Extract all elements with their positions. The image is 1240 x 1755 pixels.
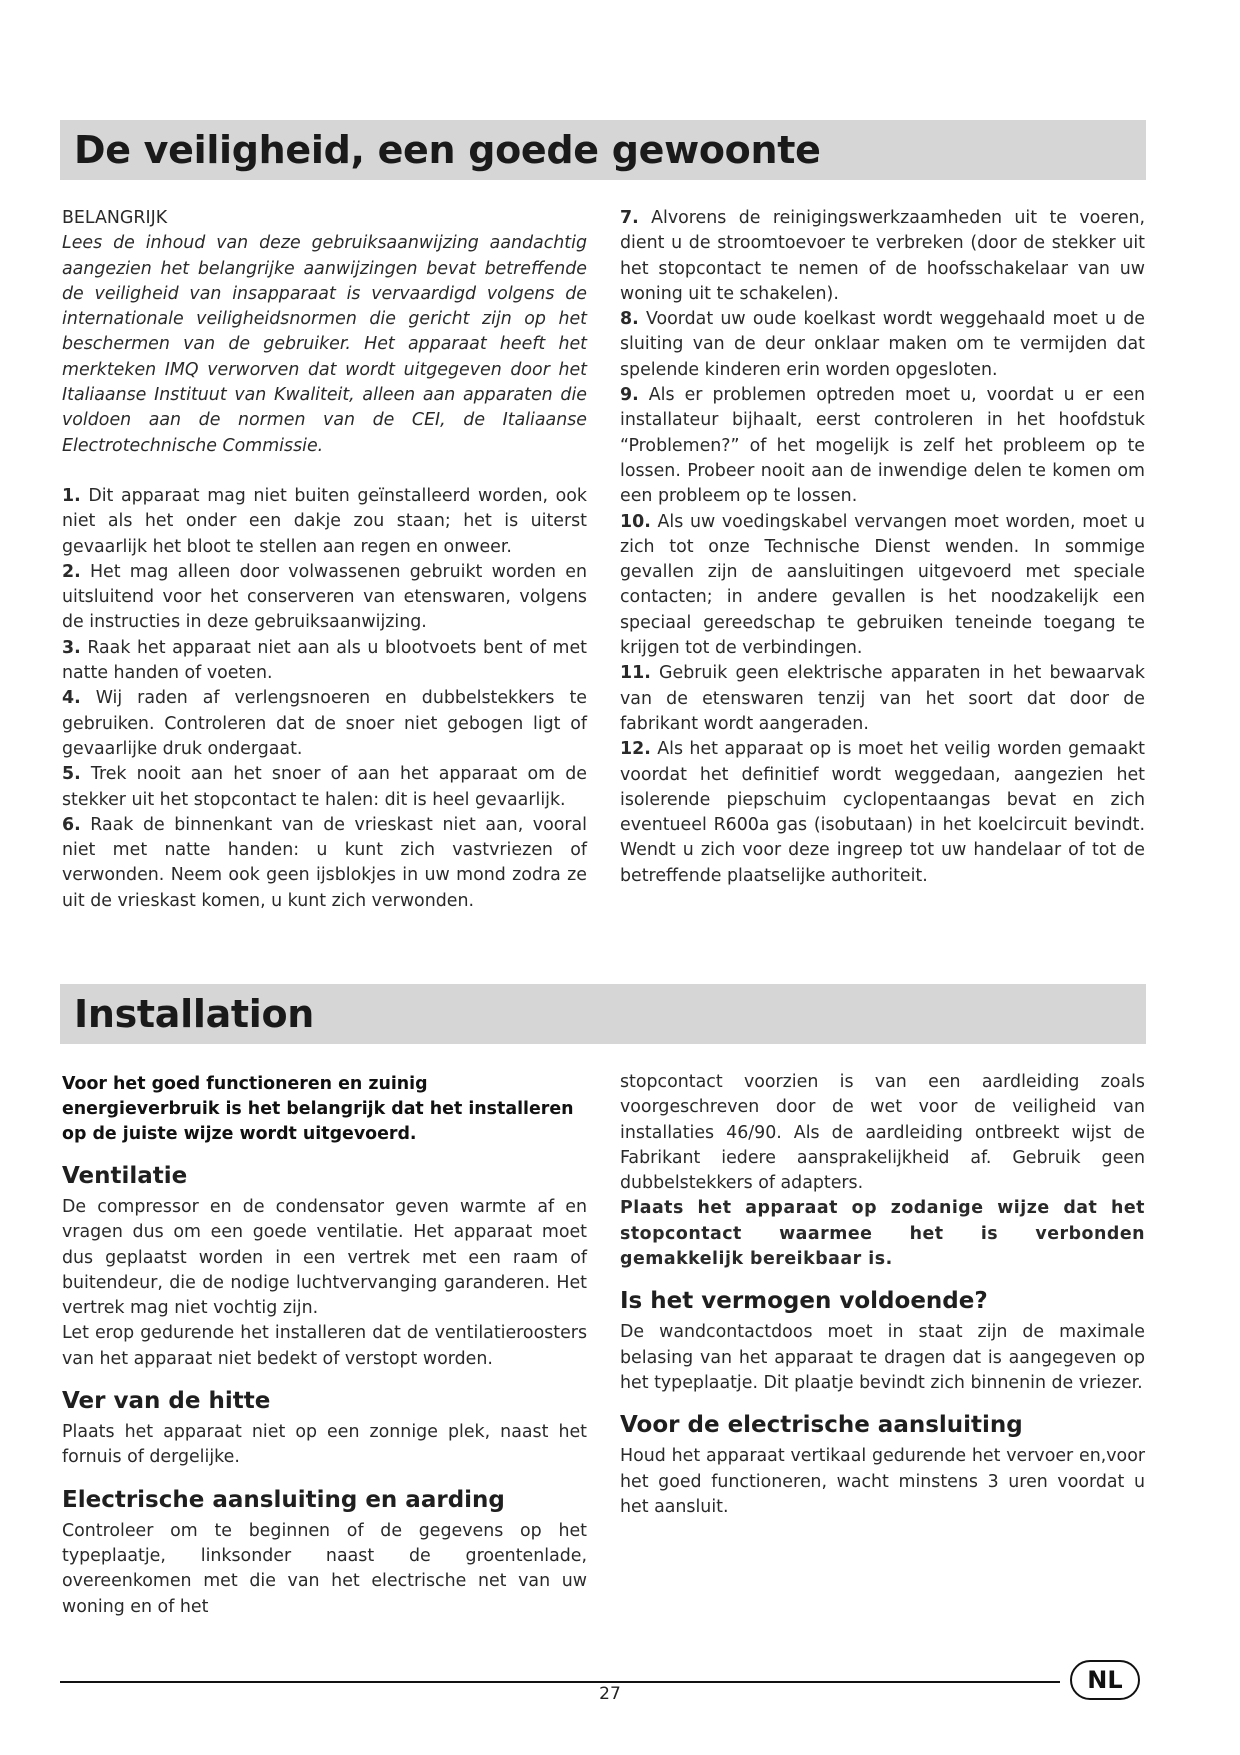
- heat-heading: Ver van de hitte: [62, 1388, 271, 1415]
- installation-right-column: [620, 1070, 1145, 1520]
- safety-right-column: [620, 206, 1145, 889]
- safety-left-column: [62, 206, 587, 914]
- section-banner-installation: [60, 984, 1146, 1044]
- safety-item: 9. Als er problemen optreden moet u, voordat u er een installateur bijhaalt, eerst controleren in het hoofdstuk “Problemen?” of het mogelijk is zelf het probleem op te lossen. Probeer nooit aan de inwendige delen te komen om een probleem op te lossen.: [620, 385, 1145, 507]
- safety-item: 2. Het mag alleen door volwassenen gebruikt worden en uitsluitend voor het conserveren van etenswaren, volgens de instructies in deze gebruiksaanwijzing.: [62, 561, 588, 633]
- important-label: BELANGRIJK: [62, 208, 168, 228]
- safety-item: 3. Raak het apparaat niet aan als u blootvoets bent of met natte handen of voeten.: [62, 637, 588, 684]
- power-text: De wandcontactdoos moet in staat zijn de maximale belasing van het apparaat te dragen dat is aangegeven op het typeplaatje. Dit plaatje bevindt zich binnenin de vriezer.: [620, 1322, 1145, 1393]
- ventilation-text-2: Let erop gedurende het installeren dat de ventilatieroosters van het apparaat niet bedekt of verstopt worden.: [62, 1323, 587, 1369]
- ventilation-text: De compressor en de condensator geven warmte af en vragen dus om een goede ventilatie. Het apparaat moet dus geplaatst worden in een vertrek met een raam of buitendeur, die de nodige luchtvervanging garanderen. Het vertrek mag niet vochtig zijn.: [62, 1197, 587, 1319]
- connection-heading: Voor de electrische aansluiting: [620, 1412, 1023, 1439]
- electric-text: Controleer om te beginnen of de gegevens op het typeplaatje, linksonder naast de groentenlade, overeenkomen met die van het electrische net van uw woning en of het: [62, 1520, 587, 1617]
- heat-text: Plaats het apparaat niet op een zonnige plek, naast het fornuis of dergelijke.: [62, 1422, 587, 1468]
- installation-lead: Voor het goed functioneren en zuinig energieverbruik is het belangrijk dat het installeren op de juiste wijze wordt uitgevoerd.: [62, 1074, 574, 1144]
- safety-item: 5. Trek nooit aan het snoer of aan het apparaat om de stekker uit het stopcontact te halen: dit is heel gevaarlijk.: [62, 764, 587, 810]
- important-text: Lees de inhoud van deze gebruiksaanwijzing aandachtig aangezien het belangrijke aanwijzingen bevat betreffende de veiligheid van insapparaat is vervaardigd volgens de internationale veiligheidsnormen die gericht zijn op het beschermen van de gebruiker. Het apparaat heeft het merkteken IMQ verworven dat wordt uitgegeven door het Italiaanse Instituut van Kwaliteit, alleen aan apparaten die voldoen aan de normen van de CEI, de Italiaanse Electrotechnische Commissie.: [62, 233, 587, 456]
- installation-left-column: [62, 1072, 587, 1620]
- safety-item: 11. Gebruik geen elektrische apparaten in het bewaarvak van de etenswaren tenzij van het soort dat door de fabrikant wordt aangeraden.: [620, 663, 1145, 734]
- safety-item: 7. Alvorens de reinigingswerkzaamheden uit te voeren, dient u de stroomtoevoer te verbreken (door de stekker uit het stopcontact te nemen of de hoofsschakelaar van uw woning uit te schakelen).: [620, 208, 1145, 304]
- safety-item: 4. Wij raden af verlengsnoeren en dubbelstekkers te gebruiken. Controleren dat de snoer niet gebogen ligt of gevaarlijke druk ondergaat.: [62, 688, 587, 759]
- electric-text-continued: stopcontact voorzien is van een aardleiding zoals voorgeschreven door de wet voor de veiligheid van installaties 46/90. Als de aardleiding ontbreekt wijst de Fabrikant iedere aansprakelijkheid af. Gebruik geen dubbelstekkers of adapters.: [620, 1072, 1145, 1194]
- power-heading: Is het vermogen voldoende?: [620, 1288, 988, 1315]
- electric-bold-note: Plaats het apparaat op zodanige wijze dat het stopcontact waarmee het is verbonden gemakkelijk bereikbaar is.: [620, 1198, 1145, 1270]
- connection-text: Houd het apparaat vertikaal gedurende het vervoer en,voor het goed functioneren, wacht minstens 3 uren voordat u het aansluit.: [620, 1446, 1145, 1517]
- safety-item: 6. Raak de binnenkant van de vrieskast niet aan, vooral niet met natte handen: u kunt zich vastvriezen of verwonden. Neem ook geen ijsblokjes in uw mond zodra ze uit de vrieskast komen, u kunt zich verwonden.: [62, 814, 588, 911]
- ventilation-heading: Ventilatie: [62, 1163, 188, 1189]
- safety-item: 1. Dit apparaat mag niet buiten geïnstalleerd worden, ook niet als het onder een dakje zou staan; het is uiterst gevaarlijk het bloot te stellen aan regen en onweer.: [62, 485, 587, 557]
- safety-item: 10. Als uw voedingskabel vervangen moet worden, moet u zich tot onze Technische Dienst wenden. In sommige gevallen zijn de aansluitingen uitgevoerd met speciale contacten; in andere gevallen is het noodzakelijk een speciaal gereedschap te gebruiken teneinde toegang te krijgen tot de verbindingen.: [620, 511, 1145, 659]
- safety-item: 8. Voordat uw oude koelkast wordt weggehaald moet u de sluiting van de deur onklaar maken om te vermijden dat spelende kinderen erin worden opgesloten.: [620, 309, 1145, 380]
- section-banner-safety: [60, 120, 1146, 180]
- section-title-installation: Installation: [74, 992, 315, 1036]
- electric-heading: Electrische aansluiting en aarding: [62, 1486, 505, 1513]
- safety-item: 12. Als het apparaat op is moet het veilig worden gemaakt voordat het definitief wordt weggedaan, aangezien het isolerende piepschuim cyclopentaangas bevat en zich eventueel R600a gas (isobutaan) in het koelcircuit bevindt. Wendt u zich voor deze ingreep tot uw handelaar of tot de betreffende plaatselijke authoriteit.: [620, 739, 1146, 886]
- footer-divider: [60, 1681, 1060, 1683]
- language-badge: NL: [1070, 1660, 1140, 1700]
- section-title-safety: De veiligheid, een goede gewoonte: [74, 128, 821, 172]
- page-number: 27: [599, 1684, 621, 1704]
